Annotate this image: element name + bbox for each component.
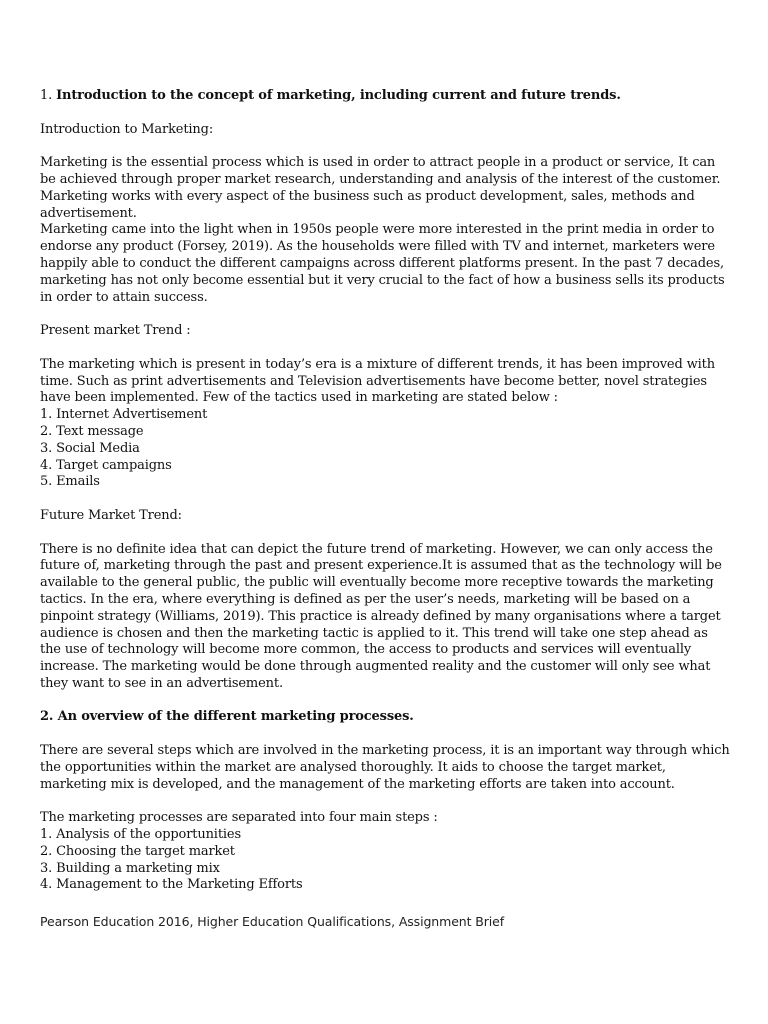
page-footer: Pearson Education 2016, Higher Education Qualifications, Assignment Brief	[40, 914, 505, 929]
section-1-heading	[40, 88, 730, 105]
intro-paragraph-1: Marketing is the essential process which is used in order to attract people in a product or service, It can be achieved through proper market research, understanding and analysis of the interest of the customer. Marketing works with every aspect of the business such as product development, sales, methods and advertisement.	[40, 155, 721, 221]
list-item: 2. Text message	[40, 423, 144, 439]
tactics-list	[40, 407, 730, 491]
section-1-title: Introduction to the concept of marketing, including current and future trends.	[56, 88, 621, 103]
list-item: 3. Building a marketing mix	[40, 860, 220, 876]
section-1-number: 1.	[40, 88, 53, 103]
future-trend-paragraph: There is no definite idea that can depict the future trend of marketing. However, we can only access the future of, marketing through the past and present experience.It is assumed that as the technology will be available to the general public, the public will eventually become more receptive towards the marketing tactics. In the era, where everything is defined as per the user’s needs, marketing will be based on a pinpoint strategy (Williams, 2019). This practice is already defined by many organisations where a target audience is chosen and then the marketing tactic is applied to it. This trend will take one step ahead as the use of technology will become more common, the access to products and services will eventually increase. The marketing would be done through augmented reality and the customer will only see what they want to see in an advertisement.	[40, 541, 722, 691]
list-item: 5. Emails	[40, 474, 100, 490]
section-2-heading: 2. An overview of the different marketing processes.	[40, 709, 414, 725]
intro-paragraph-2: Marketing came into the light when in 1950s people were more interested in the print media in order to endorse any product (Forsey, 2019). As the households were filled with TV and internet, marketers were happily able to conduct the different campaigns across different platforms present. In the past 7 decades, marketing has not only become essential but it very crucial to the fact of how a business sells its products in order to attain success.	[40, 222, 725, 305]
steps-intro: The marketing processes are separated into four main steps :	[40, 810, 438, 826]
list-item: 1. Analysis of the opportunities	[40, 827, 241, 843]
document-body	[40, 88, 730, 894]
list-item: 4. Target campaigns	[40, 457, 172, 473]
present-trend-label: Present market Trend :	[40, 323, 191, 339]
list-item: 2. Choosing the target market	[40, 843, 235, 859]
list-item: 3. Social Media	[40, 440, 140, 456]
steps-list	[40, 827, 730, 894]
present-trend-paragraph: The marketing which is present in today’s era is a mixture of different trends, it has been improved with time. Such as print advertisements and Television advertisements have become better, novel strategies have been implemented. Few of the tactics used in marketing are stated below :	[40, 356, 715, 406]
future-trend-label: Future Market Trend:	[40, 507, 182, 523]
list-item: 1. Internet Advertisement	[40, 407, 208, 423]
process-paragraph: There are several steps which are involved in the marketing process, it is an important way through which the opportunities within the market are analysed thoroughly. It aids to choose the target market, marketing mix is developed, and the management of the marketing efforts are taken into account.	[40, 743, 730, 792]
intro-label: Introduction to Marketing:	[40, 121, 214, 137]
list-item: 4. Management to the Marketing Efforts	[40, 877, 303, 893]
